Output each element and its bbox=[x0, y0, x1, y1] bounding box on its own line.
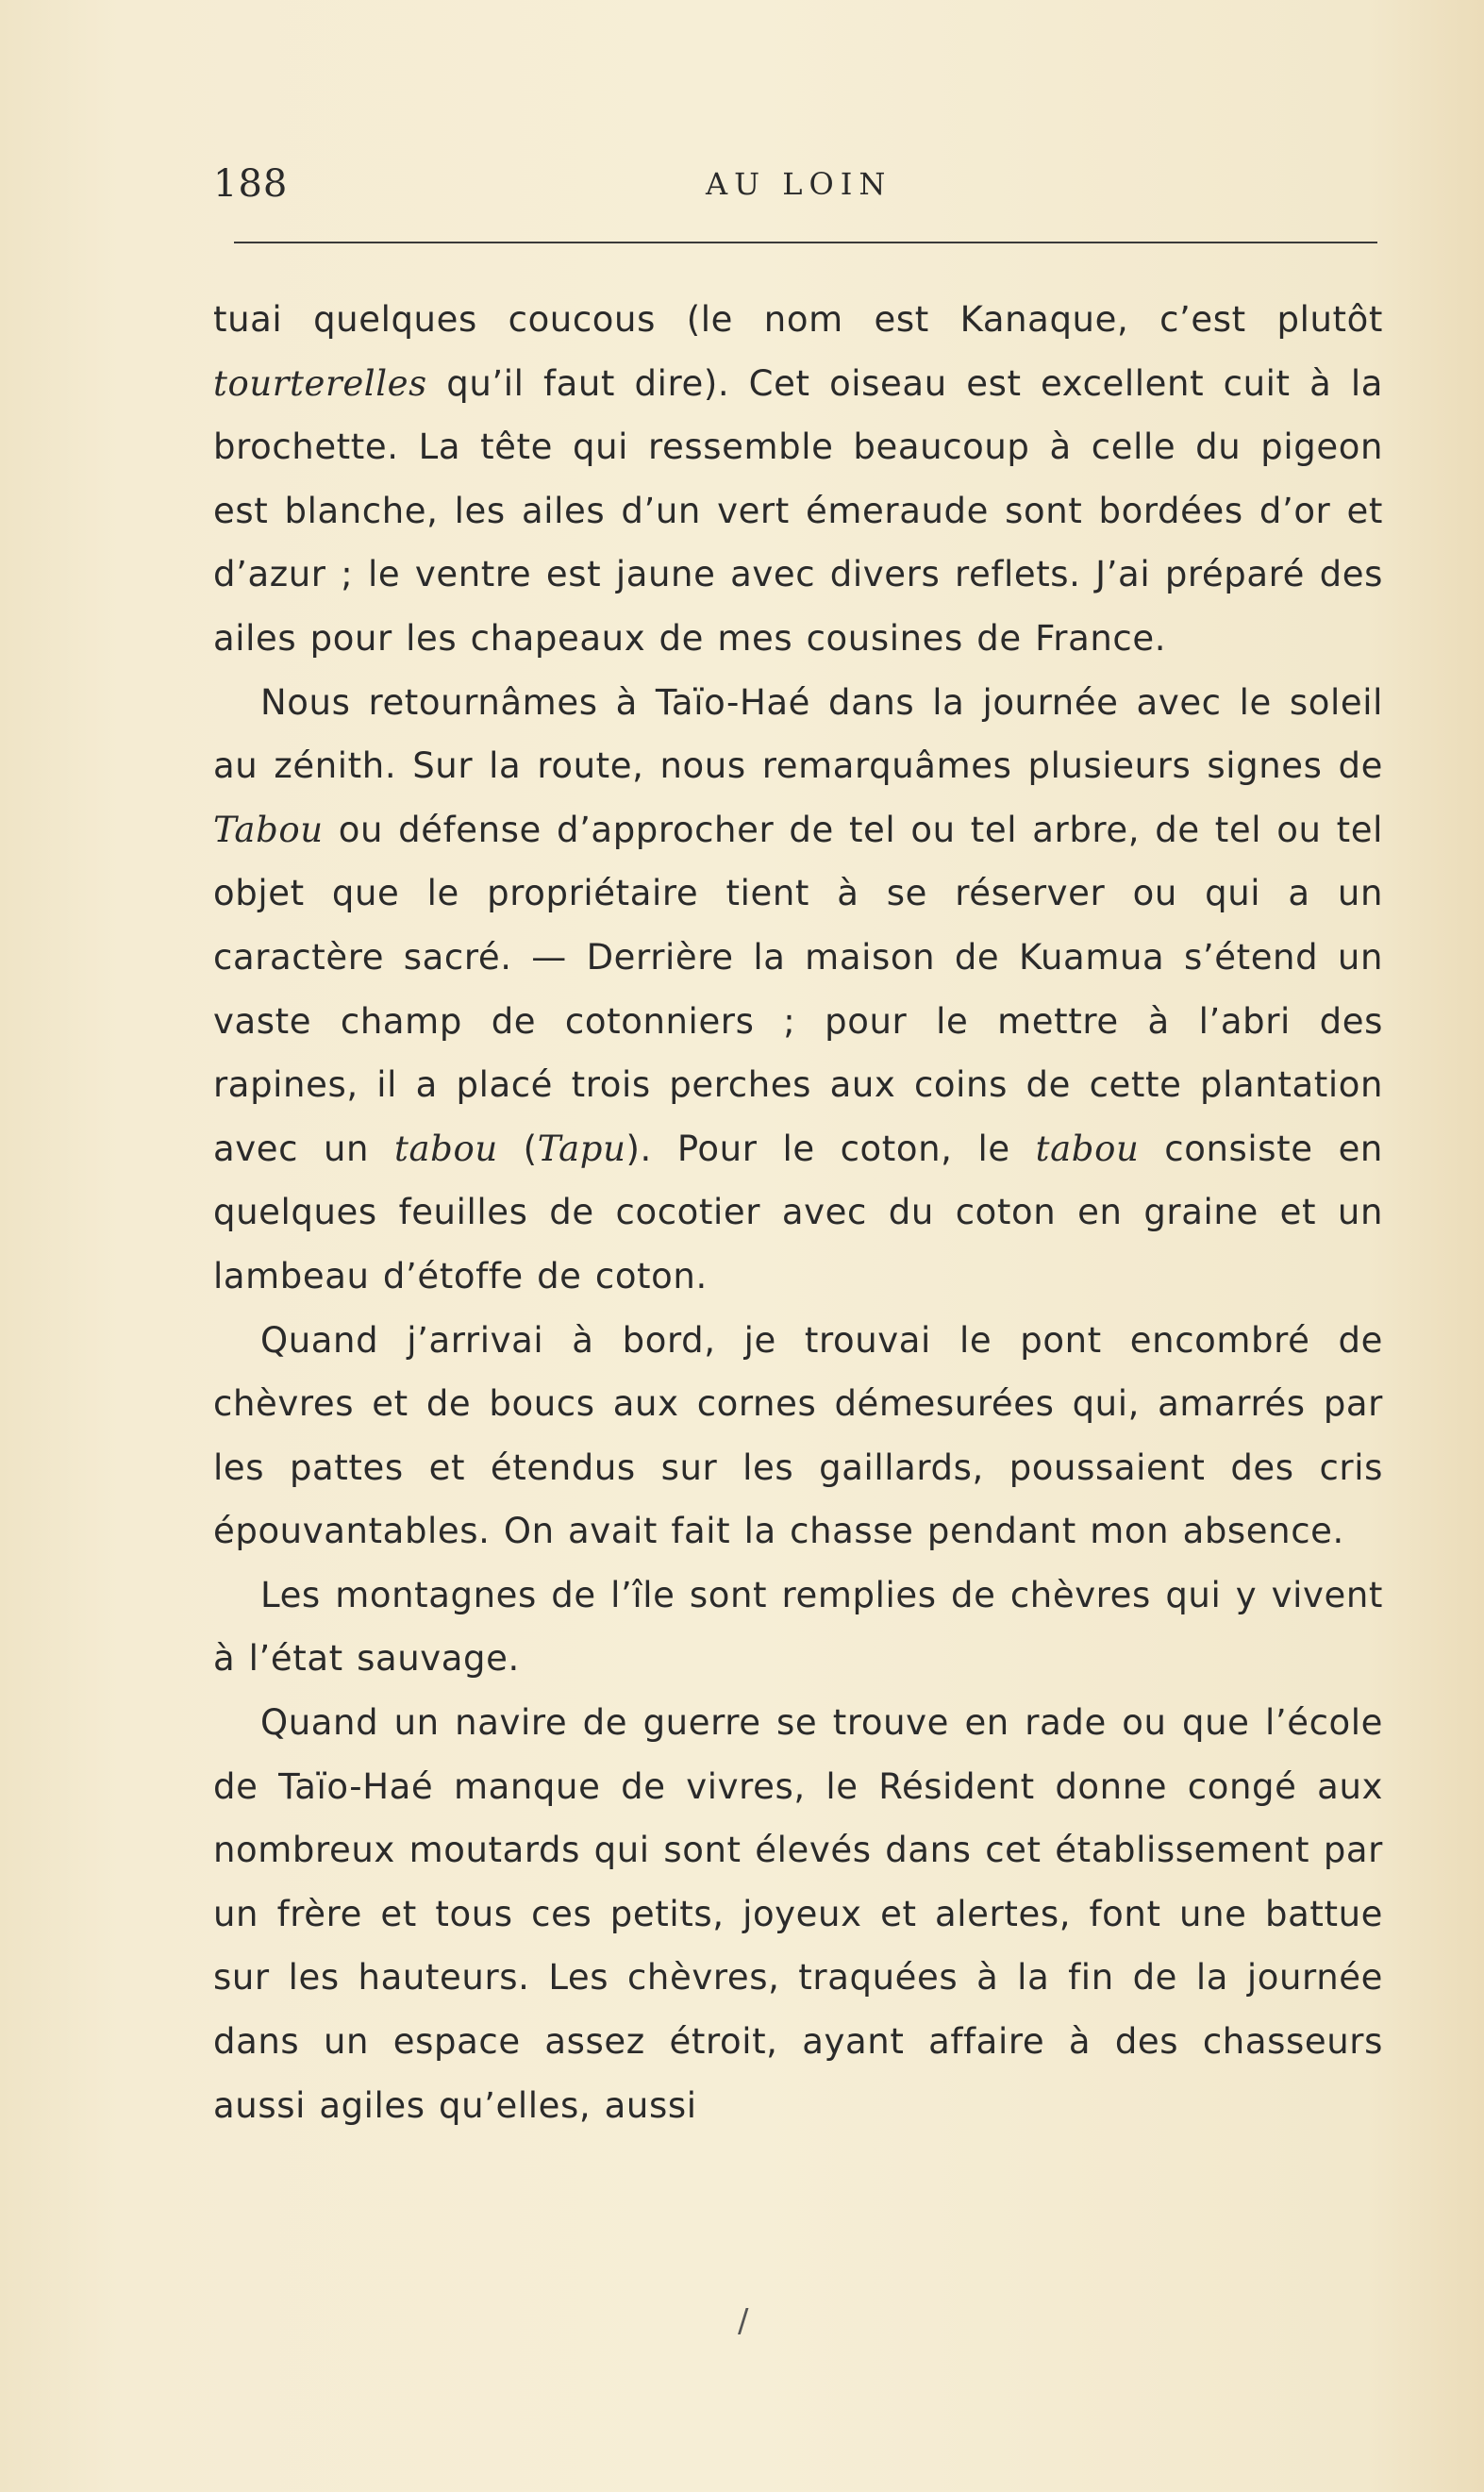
running-title: AU LOIN bbox=[706, 166, 892, 202]
paragraph bbox=[213, 288, 1383, 671]
text-run: ( bbox=[497, 1128, 538, 1169]
text-run: qu’il faut dire). Cet oiseau est excellent cuit à la brochette. La tête qui ressemble beaucoup à celle du pigeon est blanche, les ailes d’un vert émeraude sont bordées d’or et d’azur ; le ventre est jaune avec divers reflets. J’ai préparé des ailes pour les chapeaux de mes cousines de France. bbox=[213, 362, 1383, 659]
running-head bbox=[213, 162, 1374, 219]
paragraph bbox=[213, 1691, 1383, 2137]
italic-term: tourterelles bbox=[213, 362, 427, 404]
italic-term: tabou bbox=[1035, 1128, 1140, 1169]
text-run: Les montagnes de l’île sont remplies de chèvres qui y vivent à l’état sauvage. bbox=[213, 1574, 1383, 1680]
page-number: 188 bbox=[213, 162, 289, 206]
text-run: Nous retournâmes à Taïo-Haé dans la journée avec le soleil au zénith. Sur la route, nous remarquâmes plusieurs signes de bbox=[213, 681, 1383, 787]
text-run: Quand j’arrivai à bord, je trouvai le pont encombré de chèvres et de boucs aux cornes démesurées qui, amarrés par les pattes et étendus sur les gaillards, poussaient des cris épouvantables. On avait fait la chasse pendant mon absence. bbox=[213, 1319, 1383, 1552]
italic-term: tabou bbox=[394, 1128, 498, 1169]
stray-mark: / bbox=[738, 2302, 749, 2340]
italic-term: Tapu bbox=[537, 1128, 626, 1169]
text-run: ). Pour le coton, le bbox=[625, 1128, 1036, 1169]
body-text bbox=[213, 288, 1383, 2137]
text-run: tuai quelques coucous (le nom est Kanaque, c’est plutôt bbox=[213, 299, 1383, 340]
paragraph bbox=[213, 1564, 1383, 1691]
paragraph bbox=[213, 1309, 1383, 1564]
text-run: ou défense d’approcher de tel ou tel arbre, de tel ou tel objet que le propriétaire tient à se réserver ou qui a un caractère sacré. — Derrière la maison de Kuamua s’étend un vaste champ de cotonniers ; pour le mettre à l’abri des rapines, il a placé trois perches aux coins de cette plantation avec un bbox=[213, 809, 1383, 1169]
text-run: consiste en quelques feuilles de cocotier avec du coton en graine et un lambeau d’étoffe de coton. bbox=[213, 1128, 1383, 1296]
header-rule bbox=[234, 242, 1377, 243]
text-run: Quand un navire de guerre se trouve en rade ou que l’école de Taïo-Haé manque de vivres, le Résident donne congé aux nombreux moutards qui sont élevés dans cet établissement par un frère et tous ces petits, joyeux et alertes, font une battue sur les hauteurs. Les chèvres, traquées à la fin de la journée dans un espace assez étroit, ayant affaire à des chasseurs aussi agiles qu’elles, aussi bbox=[213, 1702, 1383, 2126]
paragraph bbox=[213, 671, 1383, 1309]
italic-term: Tabou bbox=[213, 809, 324, 850]
